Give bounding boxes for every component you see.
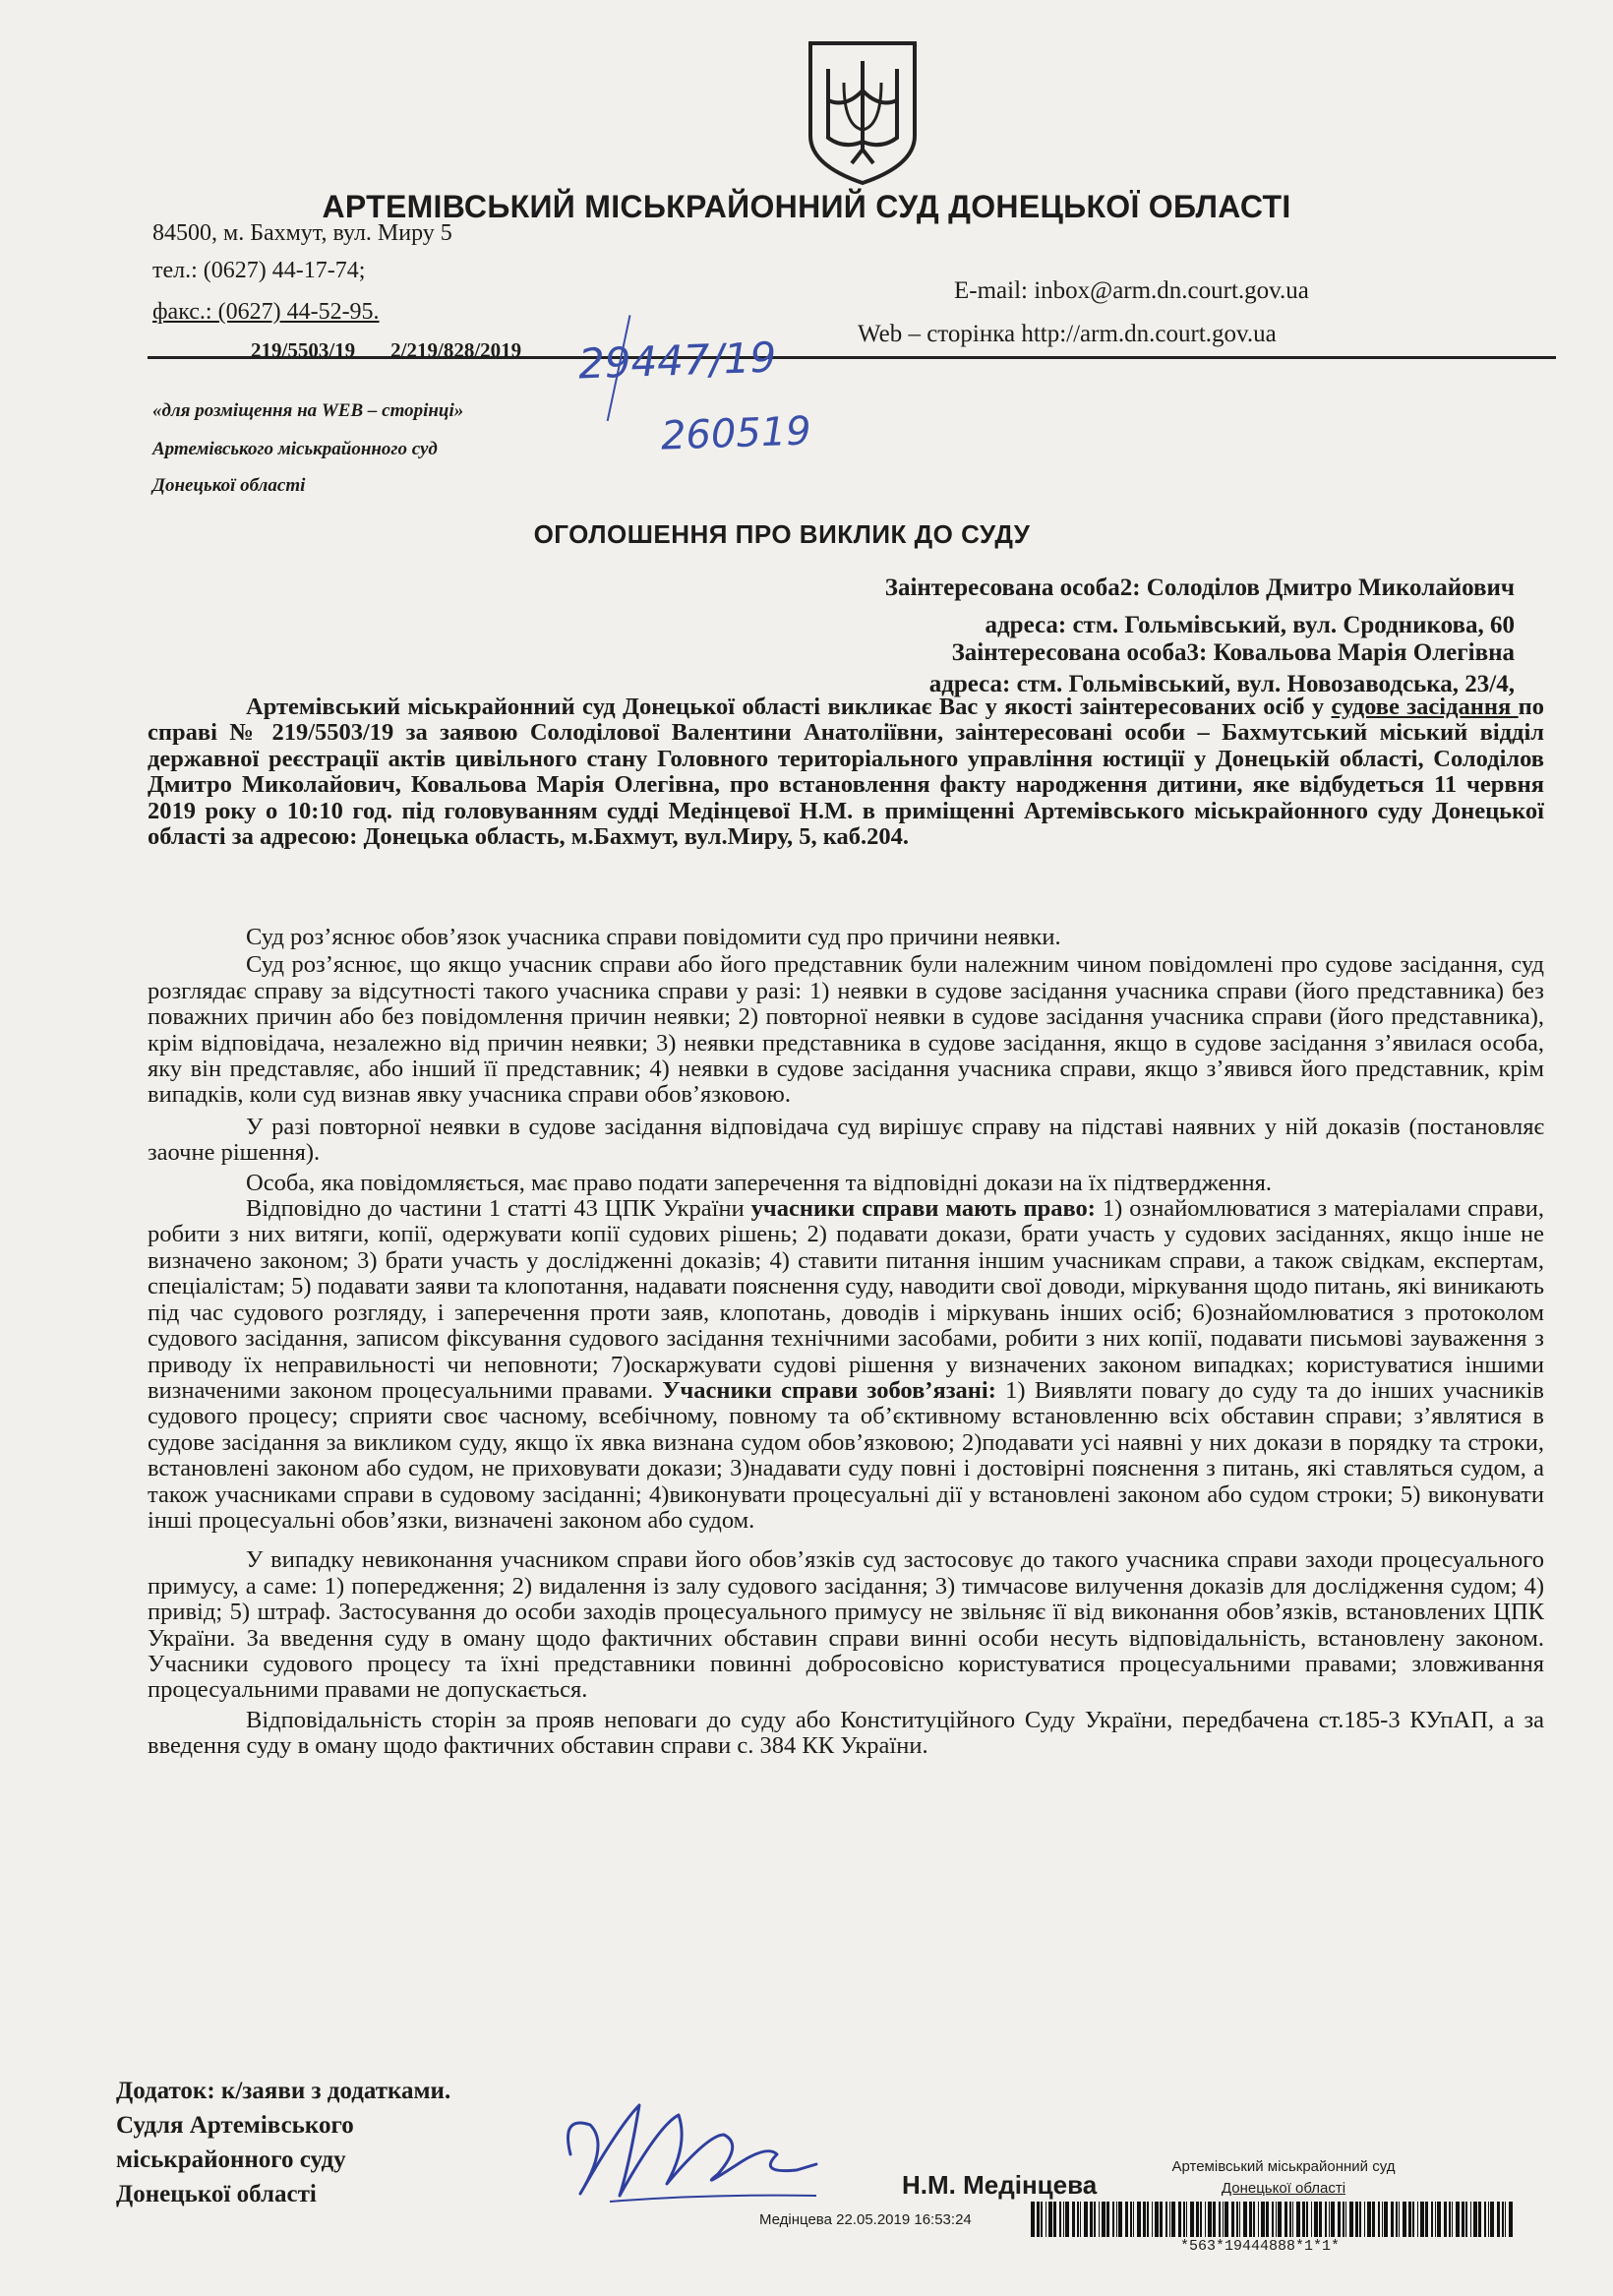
case-ref-1: 219/5503/19 (251, 338, 356, 362)
party-2-address: адреса: стм. Гольмівський, вул. Сродникова, 60 (985, 612, 1515, 638)
signer-title-3: Донецької області (116, 2181, 317, 2207)
case-ref-2: 2/219/828/2019 (390, 338, 522, 362)
handwritten-number: 29447/19 (577, 332, 777, 389)
web-note-line-3: Донецької області (152, 475, 306, 496)
paragraph-1: Суд роз’яснює обов’язок учасника справи повідомити суд про причини неявки. (246, 924, 1061, 950)
court-hearing-term: судове засідання (1331, 694, 1519, 720)
paragraph-4: Особа, яка повідомляється, має право подати заперечення та відповідні докази на їх підтвердження. (246, 1169, 1272, 1196)
court-address: 84500, м. Бахмут, вул. Миру 5 (152, 220, 452, 246)
party-3-name: Заінтересована особа3: Ковальова Марія Олегівна (951, 639, 1515, 666)
paragraph-3: У разі повторної неявки в судове засідання відповідача суд вирішує справу на підставі наявних у ній доказів (постановляє заочне рішення). (148, 1113, 1544, 1167)
web-note-line-1: «для розміщення на WEB – сторінці» (152, 400, 464, 421)
explanation-block (148, 925, 1544, 1760)
paragraph-5: Відповідно до частини 1 статті 43 ЦПК України учасники справи мають право: 1) ознайомлюватися з матеріалами справи, робити з них витяги, копії, одержувати копії судових рішень; 2) подавати докази, брати участь у судових засіданнях, якщо інше не визначено законом; 3) брати участь у дослідженні доказів; 4) ставити питання іншим учасникам справи, а також свідкам, експертам, спеціалістам; 5) подавати заяви та клопотання, надавати пояснення суду, наводити свої доводи, міркування щодо питань, які виникають під час судового розгляду, і заперечення проти заяв, клопотань, доводів і міркувань інших осіб; 6)ознайомлюватися з протоколом судового засідання, записом фіксування судового засідання технічними засобами, робити з них копії, подавати письмові зауваження з приводу їх неправильності чи неповноти; 7)оскаржувати судові рішення у визначених законом випадках; користуватися іншими визначеними законом процесуальними правами. Учасники справи зобов’язані: 1) Виявляти повагу до суду та до інших учасників судового процесу; сприяти своє часному, всебічному, повному та об’єктивному встановленню всіх обставин справи; з’являтися в судове засідання за викликом суду, якщо їх явка визнана судом обов’язковою; 2)подавати усі наявні у них докази в порядку та строки, встановлені законом або судом, не приховувати докази; 3)надавати суду повні і достовірні пояснення з питань, які ставляться судом, а також учасниками справи в судовому засіданні; 4)виконувати процесуальні дії у встановлені законом або судом строки; 5) виконувати інші процесуальні обов’язки, визначені законом або судом. (148, 1195, 1544, 1534)
attachment-note: Додаток: к/заяви з додатками. (116, 2078, 451, 2104)
signature-block (116, 2074, 450, 2211)
court-title: АРТЕМІВСЬКИЙ МІСЬКРАЙОННИЙ СУД ДОНЕЦЬКОЇ ОБЛАСТІ (322, 189, 1291, 224)
barcode-icon (1031, 2202, 1519, 2237)
party-2-name: Заінтересована особа2: Солоділов Дмитро Миколайович (884, 574, 1515, 601)
court-web: Web – сторінка http://arm.dn.court.gov.ua (858, 321, 1277, 347)
signer-title-1: Судля Артемівського (116, 2112, 354, 2139)
obligations-heading: Учасники справи зобов’язані: (662, 1376, 996, 1404)
court-stamp (1131, 2156, 1436, 2200)
signature-timestamp: Медінцева 22.05.2019 16:53:24 (759, 2211, 972, 2228)
barcode-number: *563*19444888*1*1* (1180, 2238, 1341, 2255)
signer-title-2: міськрайонного суду (116, 2146, 346, 2173)
party-3-address: адреса: стм. Гольмівський, вул. Новозаводська, 23/4, (928, 671, 1515, 697)
web-note-line-2: Артемівського міськрайонного суд (152, 439, 438, 459)
court-stamp-line-2: Донецької області (1221, 2180, 1346, 2197)
court-email: E-mail: inbox@arm.dn.court.gov.ua (954, 277, 1309, 304)
paragraph-7: Відповідальність сторін за прояв неповаги до суду або Конституційного Суду України, передбачена ст.185-3 КУпАП, а за введення суду в оману щодо фактичних обставин справи с. 384 КК України. (148, 1706, 1544, 1760)
handwritten-date: 260519 (660, 408, 812, 459)
signer-name: Н.М. Медінцева (902, 2170, 1098, 2200)
coat-of-arms-icon (805, 39, 921, 187)
notice-body (148, 695, 1544, 850)
rights-heading: учасники справи мають право: (750, 1195, 1096, 1223)
document-heading: ОГОЛОШЕННЯ ПРО ВИКЛИК ДО СУДУ (533, 519, 1031, 549)
handwritten-signature (551, 2085, 826, 2213)
intro-paragraph: Артемівський міськрайонний суд Донецької області викликає Вас у якості заінтересованих осіб у судове засідання по справі № 219/5503/19 за заявою Солоділової Валентини Анатоліївни, заінтересовані особи – Бахмутський міський відділ державної реєстрації актів цивільного стану Головного територіального управління юстиції у Донецькій області, Солоділов Дмитро Миколайович, Ковальова Марія Олегівна, про встановлення факту народження дитини, яке відбудеться 11 червня 2019 року о 10:10 год. під головуванням судді Медінцевої Н.М. в приміщенні Артемівського міськрайонного суду Донецької області за адресою: Донецька область, м.Бахмут, вул.Миру, 5, каб.204. (148, 694, 1544, 851)
case-references (251, 338, 521, 363)
paragraph-2: Суд роз’яснює, що якщо учасник справи або його представник були належним чином повідомлені про судове засідання, суд розглядає справу за відсутності такого учасника справи у разі: 1) неявки в судове засідання учасника справи (його представника) без поважних причин або без повідомлення причин неявки; 2) повторної неявки в судове засідання учасника справи (його представника), крім відповідача, незалежно від причин неявки; 3) неявки представника в судове засідання, якщо в судове засідання з’явилася особа, яку він представляє, або інший її представник; 4) неявки в судове засідання учасника справи, якщо з’явився його представник, крім випадків, коли суд визнав явку учасника справи обов’язковою. (148, 951, 1544, 1109)
paragraph-6: У випадку невиконання учасником справи його обов’язків суд застосовує до такого учасника справи заходи процесуального примусу, а саме: 1) попередження; 2) видалення із залу судового засідання; 3) тимчасове вилучення доказів для дослідження судом; 4) привід; 5) штраф. Застосування до особи заходів процесуального примусу не звільняє її від виконання обов’язків, встановлених ЦПК України. За введення суду в оману щодо фактичних обставин справи винні особи несуть відповідальність, встановлену законом. Учасники судового процесу та їхні представники повинні добросовісно користуватися процесуальними правами; зловживання процесуальними правами не допускається. (148, 1546, 1544, 1704)
court-phone: тел.: (0627) 44-17-74; (152, 258, 366, 283)
court-fax: факс.: (0627) 44-52-95. (152, 299, 380, 325)
court-stamp-line-1: Артемівський міськрайонний суд (1171, 2158, 1396, 2175)
